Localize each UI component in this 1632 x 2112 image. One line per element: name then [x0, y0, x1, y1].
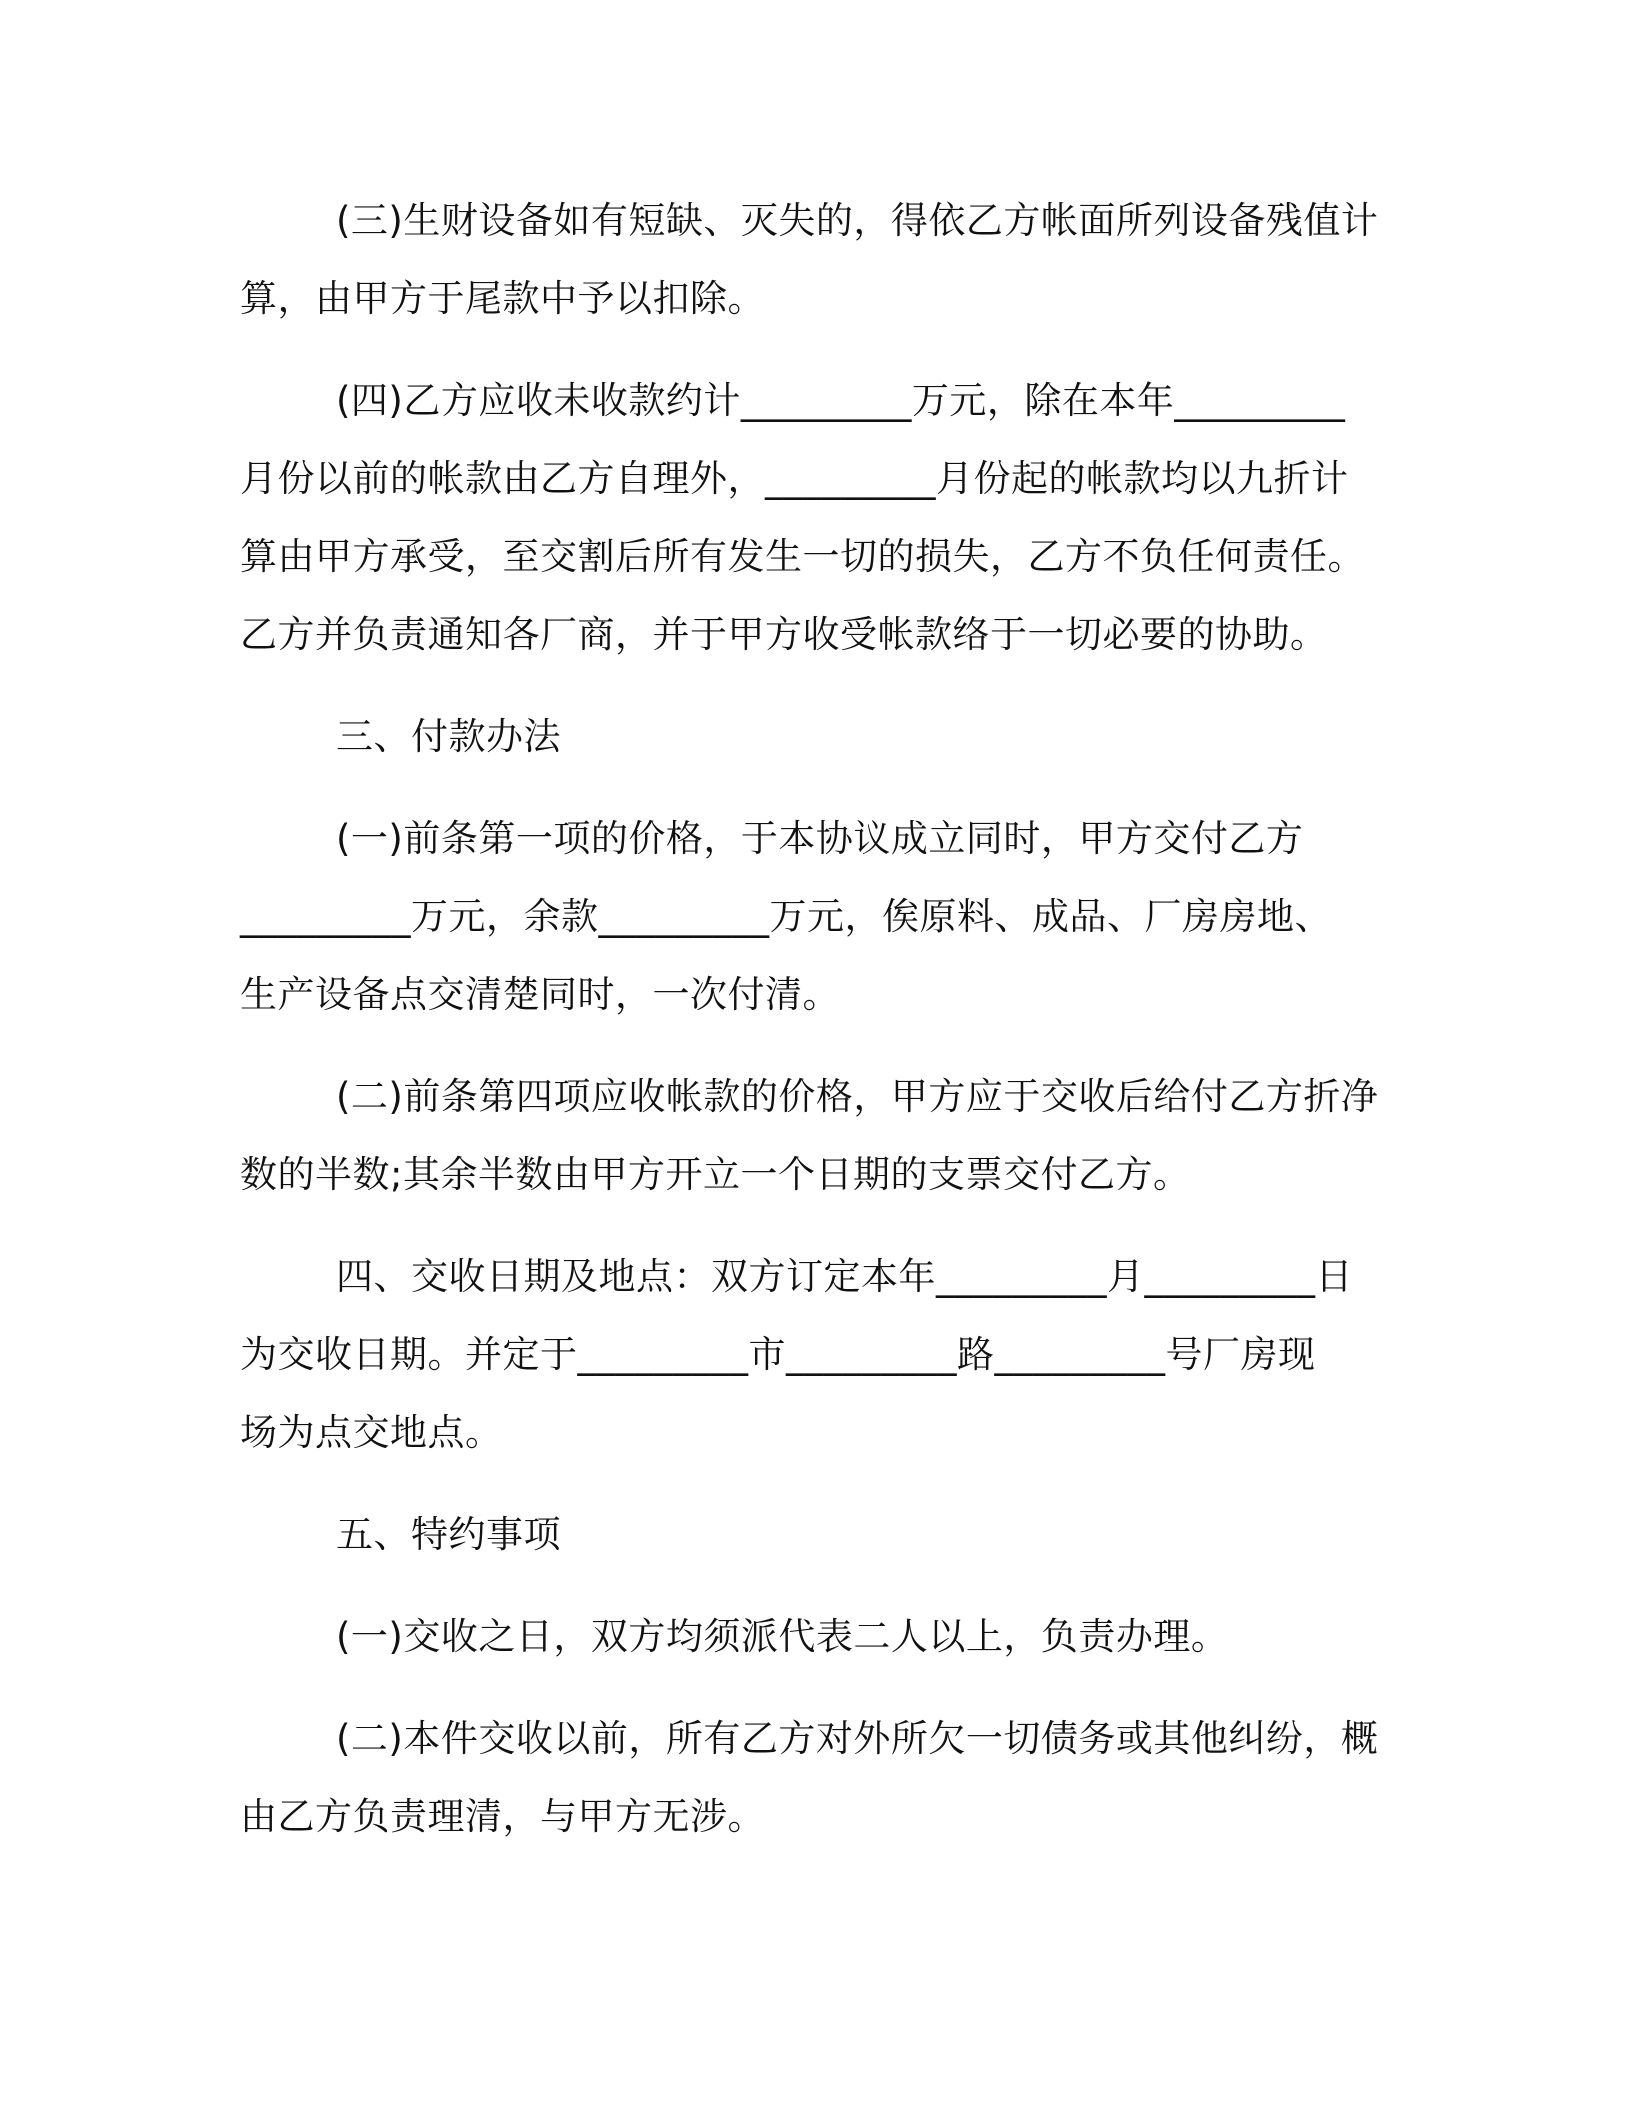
text-line: 月份以前的帐款由乙方自理外，_________月份起的帐款均以九折计 — [240, 457, 1349, 500]
text-line: 数的半数;其余半数由甲方开立一个日期的支票交付乙方。 — [240, 1153, 1191, 1196]
text-line: (二)本件交收以前，所有乙方对外所欠一切债务或其他纠纷，概 — [336, 1717, 1379, 1760]
text-line: 由乙方负责理清，与甲方无涉。 — [240, 1795, 765, 1838]
paragraph-debts-disputes — [240, 1700, 1380, 1856]
section-heading-special-terms — [240, 1496, 1380, 1574]
paragraph-payment-receivables — [240, 1058, 1380, 1214]
text-line: (三)生财设备如有短缺、灭失的，得依乙方帐面所列设备残值计 — [336, 199, 1379, 242]
section-heading-delivery — [240, 1238, 1380, 1472]
paragraph-delivery-representatives — [240, 1598, 1380, 1676]
paragraph-payment-price — [240, 800, 1380, 1034]
text-line: 算由甲方承受，至交割后所有发生一切的损失，乙方不负任何责任。 — [240, 535, 1365, 578]
section-heading-payment — [240, 698, 1380, 776]
text-line: 乙方并负责通知各厂商，并于甲方收受帐款络于一切必要的协助。 — [240, 613, 1328, 656]
text-line: 算，由甲方于尾款中予以扣除。 — [240, 277, 765, 320]
paragraph-receivables — [240, 362, 1380, 674]
text-line: (一)前条第一项的价格，于本协议成立同时，甲方交付乙方 — [336, 817, 1304, 860]
text-line: (二)前条第四项应收帐款的价格，甲方应于交收后给付乙方折净 — [336, 1075, 1379, 1118]
text-line: 生产设备点交清楚同时，一次付清。 — [240, 973, 840, 1016]
text-line: (四)乙方应收未收款约计_________万元，除在本年_________ — [336, 379, 1346, 422]
text-line: 场为点交地点。 — [240, 1411, 503, 1454]
text-line: (一)交收之日，双方均须派代表二人以上，负责办理。 — [336, 1615, 1229, 1658]
text-line: 为交收日期。并定于_________市_________路_________号厂房现 — [240, 1333, 1316, 1376]
text-line: 三、付款办法 — [336, 715, 561, 758]
text-line: _________万元，余款_________万元，俟原料、成品、厂房房地、 — [240, 895, 1332, 938]
document-body — [240, 182, 1380, 1856]
text-line: 五、特约事项 — [336, 1513, 561, 1556]
text-line: 四、交收日期及地点：双方订定本年_________月_________日 — [336, 1255, 1353, 1298]
paragraph-equipment-shortage — [240, 182, 1380, 338]
